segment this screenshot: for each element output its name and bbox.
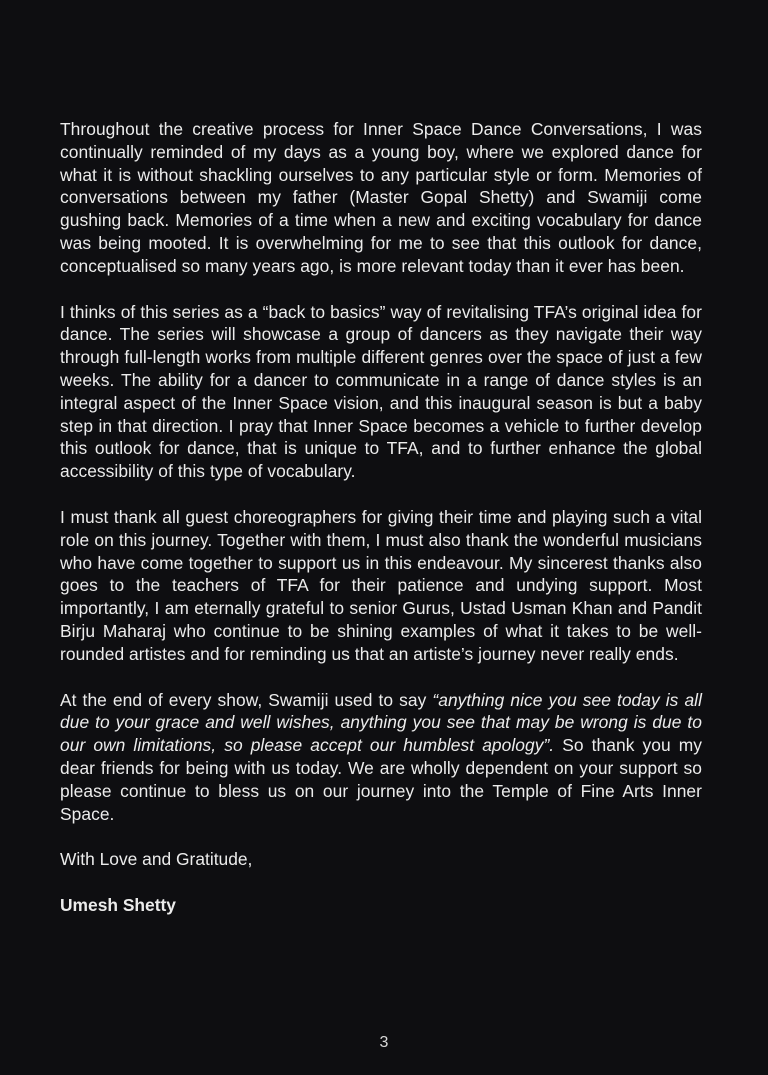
paragraph-4-lead: At the end of every show, Swamiji used to say bbox=[60, 689, 433, 710]
page-number: 3 bbox=[379, 1034, 389, 1051]
closing-line: With Love and Gratitude, bbox=[60, 849, 253, 870]
swamiji-quote: “anything nice you see today is all due to your grace and well wishes, anything you see that may be wrong is due to our own limitations, so please accept our humblest apology”. bbox=[60, 689, 703, 756]
paragraph-4-tail: So thank you my dear friends for being with us today. We are wholly dependent on your support so please continue to bless us on our journey into the Temple of Fine Arts Inner Space. bbox=[60, 735, 702, 824]
signature-name: Umesh Shetty bbox=[60, 895, 176, 916]
paragraph-2: I thinks of this series as a “back to basics” way of revitalising TFA’s original idea for dance. The series will showcase a group of dancers as they navigate their way through full-length works from multiple different genres over the space of just a few weeks. The ability for a dancer to communicate in a range of dance styles is an integral aspect of the Inner Space vision, and this inaugural season is but a baby step in that direction. I pray that Inner Space becomes a vehicle to further develop this outlook for dance, that is unique to TFA, and to further enhance the global accessibility of this type of vocabulary. bbox=[60, 301, 702, 482]
paragraph-4 bbox=[60, 689, 702, 826]
paragraph-1: Throughout the creative process for Inner Space Dance Conversations, I was continually reminded of my days as a young boy, where we explored dance for what it is without shackling ourselves to any particular style or form. Memories of conversations between my father (Master Gopal Shetty) and Swamiji come gushing back. Memories of a time when a new and exciting vocabulary for dance was being mooted. It is overwhelming for me to see that this outlook for dance, conceptualised so many years ago, is more relevant today than it ever has been. bbox=[60, 119, 702, 276]
paragraph-3: I must thank all guest choreographers for giving their time and playing such a vital role on this journey. Together with them, I must also thank the wonderful musicians who have come together to support us in this endeavour. My sincerest thanks also goes to the teachers of TFA for their patience and undying support. Most importantly, I am eternally grateful to senior Gurus, Ustad Usman Khan and Pandit Birju Maharaj who continue to be shining examples of what it takes to be well-rounded artistes and for reminding us that an artiste’s journey never really ends. bbox=[60, 506, 702, 664]
